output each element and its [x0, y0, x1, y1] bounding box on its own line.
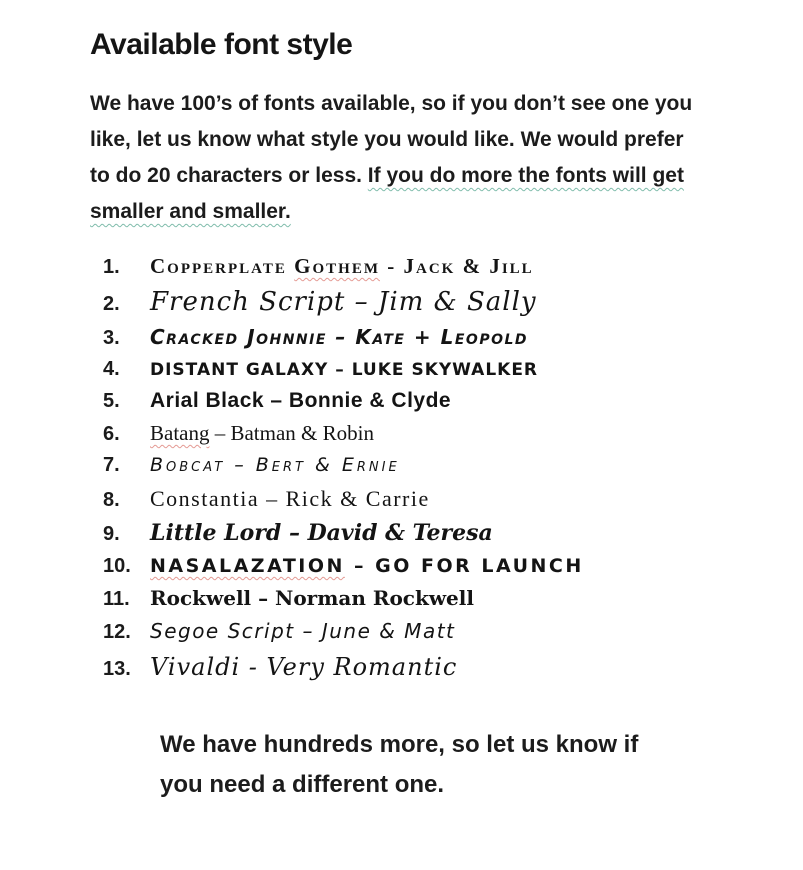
font-list-item [103, 421, 717, 446]
font-list-item [103, 389, 717, 413]
intro-text: like, let us know what style you would like. We would prefer [90, 128, 684, 151]
closing-paragraph [160, 725, 717, 805]
list-item-number: 12. [103, 621, 131, 643]
sample-text: Copperplate [150, 254, 295, 278]
list-item-number: 7. [103, 454, 120, 476]
sample-text: Little Lord – David & Teresa [150, 520, 493, 546]
sample-text: DISTANT GALAXY – LUKE SKYWALKER [150, 360, 539, 380]
font-list-item [103, 254, 717, 279]
font-sample-text [150, 486, 430, 512]
font-list-item [103, 555, 717, 578]
misspelled-word: Gothem [294, 254, 380, 278]
misspelled-word: Batang [150, 421, 210, 445]
list-item-number: 1. [103, 256, 120, 278]
intro-line [90, 158, 717, 194]
font-sample-text [150, 555, 584, 577]
list-item-number: 2. [103, 293, 120, 315]
sample-text: – GO FOR LAUNCH [344, 555, 584, 577]
sample-text: – Batman & Robin [209, 421, 374, 445]
font-sample-text [150, 653, 457, 681]
list-item-number: 8. [103, 489, 120, 511]
sample-text: Constantia – Rick & Carrie [150, 486, 430, 511]
list-item-number: 5. [103, 390, 120, 412]
font-list-item [103, 586, 717, 611]
font-list-item [103, 287, 717, 317]
font-list [90, 254, 717, 681]
intro-text: to do 20 characters or less. [90, 164, 368, 187]
font-sample-text [150, 325, 528, 349]
sample-text: Bobcat – Bert & Ernie [150, 454, 400, 476]
intro-line [90, 194, 717, 230]
font-list-item [103, 653, 717, 681]
font-sample-text [150, 421, 374, 446]
font-sample-text [150, 360, 538, 380]
font-sample-text [150, 520, 493, 546]
sample-text: Cracked Johnnie – Kate + Leopold [150, 325, 529, 349]
sample-text: - Jack & Jill [380, 254, 534, 278]
intro-line [90, 86, 717, 122]
intro-text: We have 100’s of fonts available, so if you don’t see one you [90, 92, 693, 115]
closing-line: We have hundreds more, so let us know if [160, 731, 639, 758]
sample-text: Vivaldi - Very Romantic [150, 653, 458, 681]
font-sample-text [150, 389, 451, 413]
grammar-flagged-text: If you do more the fonts will get [367, 164, 684, 187]
font-list-item [103, 454, 717, 477]
font-sample-text [150, 287, 537, 317]
font-sample-text [150, 586, 474, 610]
closing-line: you need a different one. [160, 771, 445, 798]
sample-text: French Script – Jim & Sally [150, 287, 537, 317]
font-sample-text [150, 454, 400, 476]
font-list-item [103, 520, 717, 546]
sample-text: Segoe Script – June & Matt [150, 619, 456, 643]
list-item-number: 11. [103, 588, 130, 610]
list-item-number: 13. [103, 658, 131, 680]
font-list-item [103, 358, 717, 381]
font-list-item [103, 619, 717, 644]
font-list-item [103, 325, 717, 350]
list-item-number: 4. [103, 358, 120, 380]
font-sample-text [150, 619, 455, 643]
list-item-number: 10. [103, 555, 131, 577]
intro-paragraph [90, 86, 717, 230]
page-title: Available font style [90, 28, 353, 61]
intro-line [90, 122, 717, 158]
sample-text: Rockwell – Norman Rockwell [150, 586, 474, 610]
font-list-item [103, 486, 717, 512]
sample-text: Arial Black – Bonnie & Clyde [150, 389, 452, 412]
list-item-number: 3. [103, 327, 120, 349]
list-item-number: 9. [103, 523, 120, 545]
misspelled-word: NASALAZATION [150, 555, 345, 577]
font-sample-text [150, 254, 534, 279]
list-item-number: 6. [103, 423, 120, 445]
grammar-flagged-text: smaller and smaller. [90, 200, 291, 223]
